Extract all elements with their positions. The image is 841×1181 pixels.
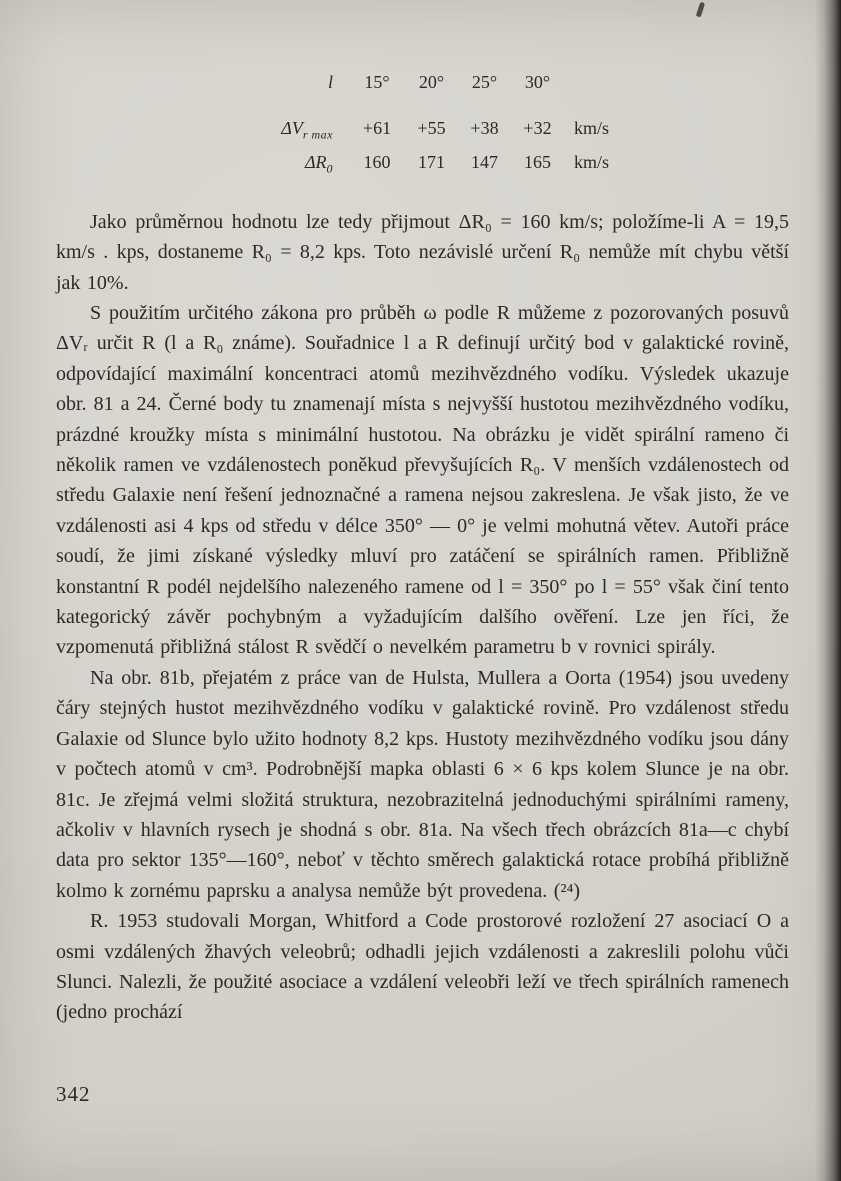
- label-symbol: l: [327, 72, 333, 92]
- page-number: 342: [56, 1082, 91, 1106]
- table-cell: 30°: [524, 72, 551, 92]
- table-unit: km/s: [574, 117, 610, 138]
- table-row-label: [231, 114, 349, 149]
- paragraph-average-value: Jako průměrnou hodnotu lze tedy přijmout ΔR₀ = 160 km/s; položíme-li A = 19,5 km/s . kps, dostaneme R₀ = 8,2 kps. Toto nezávislé určení R₀ nemůže mít chybu větší jak 10%.: [56, 210, 789, 294]
- label-symbol: ΔV: [281, 117, 303, 138]
- table-cell: 171: [418, 152, 445, 173]
- table-cell: 147: [471, 152, 498, 173]
- paragraph-morgan-whitford-code: R. 1953 studovali Morgan, Whitford a Code prostorové rozložení 27 asociací O a osmi vzdálených žhavých veleobrů; odhadli jejich vzdálenosti a zakreslili polohu vůči Slunci. Nalezli, že použité asociace a vzdálení veleobři leží ve třech spirálních ramenech (jedno prochází: [56, 910, 789, 1024]
- ink-smudge-mark: [696, 2, 705, 18]
- table-cell: +38: [470, 117, 499, 138]
- label-subscript: r max: [302, 127, 333, 142]
- table-row-label: [231, 148, 349, 183]
- paragraph-van-de-hulst-maps: Na obr. 81b, přejatém z práce van de Hulsta, Mullera a Oorta (1954) jsou uvedeny čáry stejných hustot mezihvězdného vodíku v galaktické rovině. Pro vzdálenost středu Galaxie od Slunce bylo užito hodnoty 8,2 kps. Hustoty mezihvězdného vodíku jsou dány v počtech atomů v cm³. Podrobnější mapka oblasti 6 × 6 kps kolem Slunce je na obr. 81c. Je zřejmá velmi složitá struktura, nezobrazitelná jednoduchými spirálními rameny, ačkoliv v hlavních rysech je shodná s obr. 81a. Na všech třech obrázcích 81a—c chybí data pro sektor 135°—160°, neboť v těchto směrech galaktická rotace probíhá přibližně kolmo k zornému paprsku a analysa nemůže být provedena. (²⁴): [56, 666, 789, 902]
- table-cell: +32: [523, 117, 552, 138]
- label-subscript: 0: [326, 161, 333, 176]
- paragraph-hydrogen-spiral-arms: S použitím určitého zákona pro průběh ω podle R můžeme z pozorovaných posuvů ΔVᵣ určit R (l a R₀ známe). Souřadnice l a R definují určitý bod v galaktické rovině, odpovídající maximální koncentraci atomů mezihvězdného vodíku. Výsledek ukazuje obr. 81 a 24. Černé body tu znamenají místa s nejvyšší hustotou mezihvězdného vodíku, prázdné kroužky místa s minimální hustotou. Na obrázku je vidět spirální rameno či několik ramen ve vzdálenostech poněkud převyšujících R₀. V menších vzdálenostech od středu Galaxie není řešení jednoznačné a ramena nejsou zakreslena. Je však jisto, že ve vzdálenosti asi 4 kps od středu v délce 350° — 0° je velmi mohutná větev. Autoři práce soudí, že jimi získané výsledky mluví pro zatáčení se spirálních ramen. Přibližně konstantní R podél nejdelšího nalezeného ramene od l = 350° po l = 55° však činí tento kategorický závěr pochybným a vyžadujícím dalšího ověření. Lze jen říci, že vzpomenutá přibližná stálost R svědčí o nevelkém parametru b v rovnici spirály.: [56, 302, 789, 659]
- body-text: [56, 207, 789, 1028]
- table-cell: 160: [363, 152, 391, 173]
- table-cell: 165: [524, 152, 551, 173]
- table-cell: 15°: [364, 72, 390, 92]
- table-row-longitude: [231, 68, 789, 103]
- table-row-delta-v: [231, 114, 789, 149]
- table-cell: 25°: [471, 72, 498, 92]
- table-cell: +61: [362, 117, 392, 138]
- page-content: [56, 68, 789, 1028]
- table-cell: 20°: [418, 72, 445, 92]
- velocity-data-table: [231, 68, 789, 183]
- label-symbol: ΔR: [304, 152, 327, 173]
- table-row-label: [231, 68, 349, 103]
- table-cell: +55: [417, 117, 446, 138]
- table-row-delta-r: [231, 148, 789, 183]
- table-unit: km/s: [574, 152, 610, 173]
- book-binding-shadow: [815, 0, 841, 1181]
